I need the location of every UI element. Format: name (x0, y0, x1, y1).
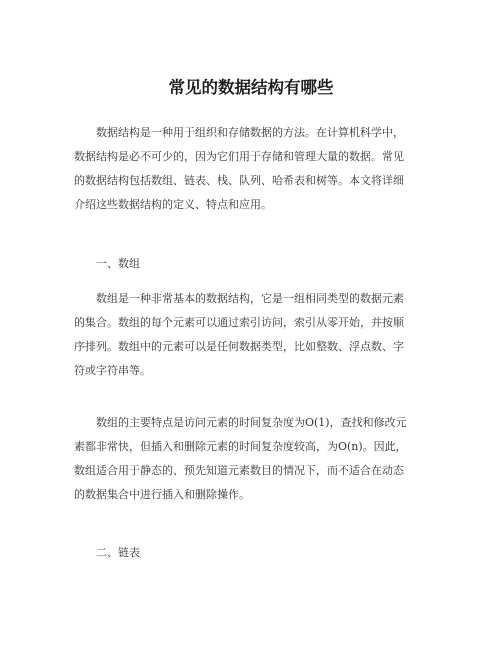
array-definition-paragraph (74, 287, 430, 383)
document-title: 常见的数据结构有哪些 (168, 78, 334, 97)
paragraph-line: 素都非常快，但插入和删除元素的时间复杂度较高，为O(n)。因此， (74, 440, 407, 453)
paragraph-line: 介绍这些数据结构的定义、特点和应用。 (74, 198, 272, 211)
paragraph-line: 数据结构是必不可少的，因为它们用于存储和管理大量的数据。常见 (74, 150, 404, 163)
paragraph-line: 序排列。数组中的元素可以是任何数据类型，比如整数、浮点数、字 (74, 340, 404, 353)
section-heading-linked-list: 二、链表 (96, 546, 140, 559)
section-heading-array: 一、数组 (96, 257, 140, 270)
paragraph-line: 数据结构是一种用于组织和存储数据的方法。在计算机科学中， (96, 126, 404, 139)
paragraph-line: 数组适合用于静态的、预先知道元素数目的情况下，而不适合在动态 (74, 464, 404, 477)
paragraph-line: 数组的主要特点是访问元素的时间复杂度为O(1)，查找和修改元 (96, 416, 407, 429)
paragraph-line: 符或字符串等。 (74, 364, 151, 377)
intro-paragraph (74, 121, 430, 217)
array-characteristics-paragraph (74, 411, 430, 507)
paragraph-line: 的数据集合中进行插入和删除操作。 (74, 488, 250, 501)
paragraph-line: 的数据结构包括数组、链表、栈、队列、哈希表和树等。本文将详细 (74, 174, 404, 187)
paragraph-line: 的集合。数组的每个元素可以通过索引访问，索引从零开始，并按顺 (74, 316, 404, 329)
paragraph-line: 数组是一种非常基本的数据结构，它是一组相同类型的数据元素 (96, 292, 404, 305)
